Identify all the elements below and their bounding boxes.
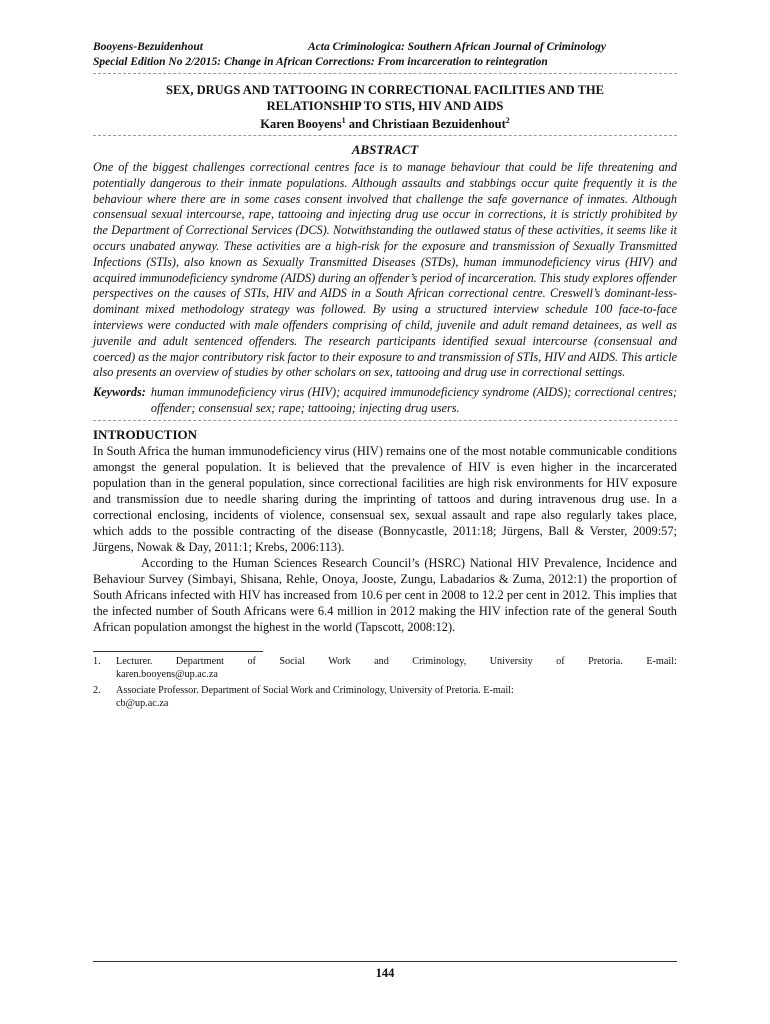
page-number: 144 [375, 966, 395, 980]
header-journal: Acta Criminologica: Southern African Journal of Criminology [308, 41, 606, 53]
title-line-1: SEX, DRUGS AND TATTOOING IN CORRECTIONAL FACILITIES AND THE [166, 83, 604, 97]
introduction-paragraph-1: In South Africa the human immunodeficiency virus (HIV) remains one of the most notable communicable conditions amongst the general population. It is believed that the prevalence of HIV is even higher in the incarcerated population than in the general population, since correctional facilities are high risk environments for HIV exposure and transmission due to needle sharing during the imprinting of tattoos and during intravenous drug use. In a correctional enclosing, incidents of violence, consensual sex, sexual assault and rape also regularly takes place, which adds to the possible contracting of the disease (Bonnycastle, 2011:18; Jürgens, Ball & Verster, 2009:57; Jürgens, Nowak & Day, 2011:1; Krebs, 2006:113). [93, 443, 677, 554]
running-header [93, 40, 677, 70]
header-edition: Special Edition No 2/2015: Change in African Corrections: From incarceration to reintegration [93, 56, 548, 68]
abstract-text: One of the biggest challenges correctional centres face is to manage behaviour that could be life threatening and potentially dangerous to their inmate populations. Although assaults and stabbings occur quite frequently it is the behaviour where there are in some cases consent involved that challenge the safe governance of inmates. Although consensual sexual intercourse, rape, tattooing and injecting drug use occur in corrections, it is strictly prohibited by the Department of Correctional Services (DCS). Notwithstanding the outlawed status of these activities, it seems like it occurs unabated anyway. These activities are a high-risk for the exposure and transmission of Sexually Transmitted Infections (STIs), also known as Sexually Transmitted Diseases (STDs), human immunodeficiency virus (HIV) and acquired immunodeficiency syndrome (AIDS) during an offender’s period of incarceration. This study explores offender perspectives on the causes of STIs, HIV and AIDS in a South African correctional centre. Creswell’s dominant-less-dominant mixed methodology strategy was followed. By using a structured interview schedule 100 face-to-face interviews were conducted with male offenders comprising of child, juvenile and adult remand detainees, as well as juvenile and adult sentenced offenders. The research participants identified sexual intercourse (consensual and coerced) as the major contributory risk factor to their exposure to and transmission of STIs, HIV and AIDS. This article also presents an overview of studies by other scholars on sex, tattooing and drug use in correctional settings. [93, 160, 677, 380]
header-divider [93, 73, 677, 74]
keywords-label: Keywords: [93, 385, 146, 400]
header-author: Booyens-Bezuidenhout [93, 41, 203, 53]
author-1-footnote-mark: 1 [341, 115, 346, 125]
authors-divider [93, 135, 677, 136]
keywords [93, 385, 677, 417]
keywords-text: human immunodeficiency virus (HIV); acquired immunodeficiency syndrome (AIDS); correctional centres; offender; consensual sex; rape; tattooing; injecting drug users. [150, 385, 677, 415]
footnote-1-email[interactable]: karen.booyens@up.ac.za [116, 668, 218, 680]
article-title [93, 82, 677, 114]
footnote-1-line-1: Lecturer. Department of Social Work and Criminology, University of Pretoria. E-mail: [116, 655, 677, 667]
abstract-heading: ABSTRACT [351, 142, 419, 157]
author-1: Karen Booyens [260, 117, 342, 131]
introduction-heading: INTRODUCTION [93, 426, 198, 442]
footnote-2 [93, 684, 677, 710]
article-authors [93, 116, 677, 132]
page-content [93, 40, 677, 710]
footnote-1-number: 1. [93, 655, 101, 667]
footnote-2-email[interactable]: cb@up.ac.za [116, 697, 169, 709]
author-2: Christiaan Bezuidenhout [372, 117, 506, 131]
footer-divider [93, 961, 677, 962]
footnote-separator [93, 651, 263, 652]
footnote-2-line-1: Associate Professor. Department of Social Work and Criminology, University of Pretoria. E-mail: [116, 684, 514, 696]
author-2-footnote-mark: 2 [505, 115, 510, 125]
keywords-divider [93, 420, 677, 421]
authors-and: and [345, 117, 373, 131]
introduction-paragraph-2: According to the Human Sciences Research Council’s (HSRC) National HIV Prevalence, Incidence and Behaviour Survey (Simbayi, Shisana, Rehle, Onoya, Jooste, Zungu, Labadarios & Zuma, 2012:1) the proportion of South Africans infected with HIV has increased from 10.6 per cent in 2008 to 12.2 per cent in 2012. This implies that the infected number of South Africans were 6.4 million in 2012 making the HIV infection rate of the general South African population amongst the highest in the world (Tapscott, 2008:12). [93, 555, 677, 634]
footnote-1 [93, 655, 677, 681]
title-line-2: RELATIONSHIP TO STIS, HIV AND AIDS [266, 99, 504, 113]
footnote-2-number: 2. [93, 684, 101, 696]
